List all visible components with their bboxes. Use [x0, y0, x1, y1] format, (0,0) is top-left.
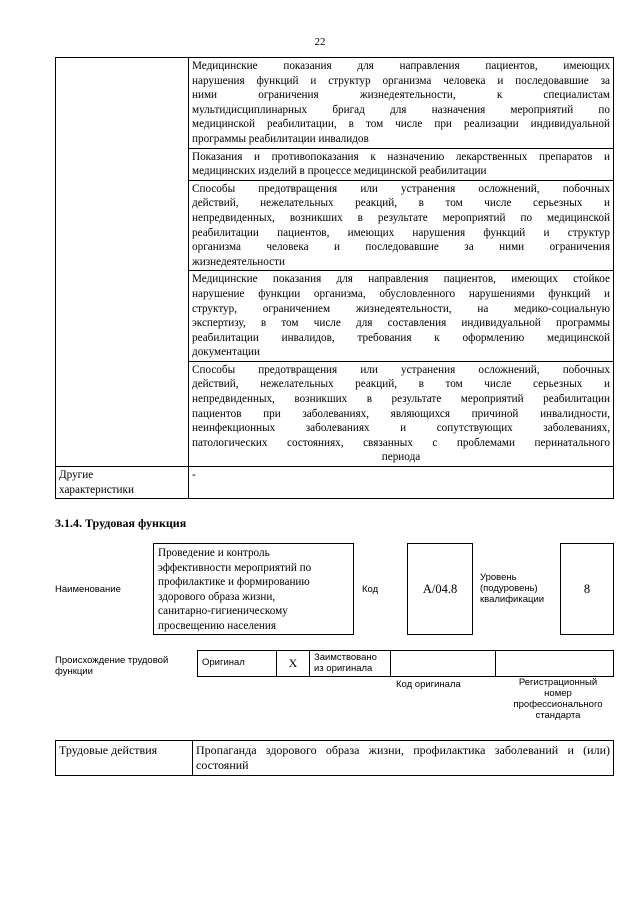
- text-line: из оригинала: [314, 662, 373, 674]
- knowledge-item: [189, 148, 614, 180]
- text-line: номер: [544, 688, 572, 699]
- knowledge-item: [189, 271, 614, 362]
- section-title: 3.1.4. Трудовая функция: [55, 516, 187, 530]
- text-line: характеристики: [59, 483, 134, 496]
- text-line: состояний: [196, 758, 249, 772]
- name-label: Наименование: [55, 584, 121, 595]
- knowledge-item: [189, 361, 614, 466]
- text-line: Регистрационный: [518, 677, 598, 688]
- table-row: [56, 741, 614, 776]
- knowledge-label-cell: [56, 58, 189, 467]
- text-line: документации: [192, 346, 260, 359]
- text-line: мультидисциплинарных бригад для назначения мероприятий по: [192, 103, 610, 116]
- text-line: патологических состояниях, связанных с проблемами перинатального: [192, 436, 610, 449]
- other-characteristics-label: [56, 467, 189, 499]
- text-line: профессионального: [513, 699, 603, 710]
- text-line: Пропаганда здорового образа жизни, профилактика заболеваний и (или): [196, 743, 610, 757]
- text-line: программы реабилитации инвалидов: [192, 132, 369, 145]
- text-line: квалификации: [480, 594, 545, 605]
- text-line: Происхождение трудовой: [55, 655, 169, 666]
- text-line: действий, нежелательных реакций, в том числе серьезных и: [192, 378, 610, 391]
- text-line: Медицинские показания для направления пациентов, имеющих стойкое: [192, 273, 610, 286]
- original-mark: X: [277, 651, 310, 677]
- text-line: профилактике и формированию: [158, 576, 310, 589]
- page-number: 22: [314, 36, 326, 48]
- text-line: непредвиденных, возникших в результате мероприятий по медицинской: [192, 211, 610, 224]
- text-line: реабилитации пациентов, имеющих нарушения функций и структур: [192, 226, 610, 239]
- table-row: [56, 58, 614, 149]
- knowledge-item: [189, 58, 614, 149]
- origin-label: [55, 655, 168, 677]
- labor-actions-table: [55, 740, 614, 776]
- text-line: периода: [381, 451, 421, 464]
- code-label: Код: [362, 584, 379, 595]
- text-line: ними ограничения жизнедеятельности, к специалистам: [192, 89, 610, 102]
- text-line: пациентов при заболеваниях, являющихся причиной инвалидности,: [192, 407, 610, 420]
- text-line: Медицинские показания для направления пациентов, имеющих: [192, 60, 610, 72]
- text-line: санитарно-гигиеническому: [158, 605, 288, 618]
- code-value: A/04.8: [407, 543, 473, 635]
- text-line: Показания и противопоказания к назначению лекарственных препаратов и: [192, 150, 610, 163]
- knowledge-table: [55, 57, 614, 499]
- text-line: Способы предотвращения или устранения осложнений, побочных: [192, 363, 610, 376]
- original-code-cell: [391, 651, 496, 677]
- table-row: [56, 467, 614, 499]
- knowledge-item: [189, 180, 614, 271]
- text-line: стандарта: [535, 710, 581, 721]
- text-line: организма человека и последовавшие за ними ограничения: [192, 241, 610, 254]
- text-line: Заимствовано: [314, 652, 377, 663]
- qualification-level-value: 8: [560, 543, 614, 635]
- text-line: Другие: [59, 469, 94, 482]
- text-line: непредвиденных, возникших в результате мероприятий реабилитации: [192, 393, 610, 406]
- text-line: медицинских изделий в процессе медицинской реабилитации: [192, 165, 487, 178]
- labor-actions-label: Трудовые действия: [56, 741, 193, 776]
- labor-action-item: [193, 741, 614, 776]
- registration-number-caption: [502, 677, 614, 721]
- text-line: функции: [55, 666, 93, 677]
- text-line: эффективности мероприятий по: [158, 561, 312, 574]
- text-line: неинфекционных заболеваниях и сопутствующих заболеваниях,: [192, 422, 610, 435]
- text-line: экспертизу, в том числе для составления индивидуальной программы: [192, 317, 610, 330]
- text-line: просвещению населения: [158, 619, 276, 632]
- text-line: (подуровень): [480, 583, 538, 594]
- registration-number-cell: [496, 651, 614, 677]
- text-line: реабилитации инвалидов, требования к оформлению медицинской: [192, 331, 610, 344]
- text-line: Проведение и контроль: [158, 547, 270, 559]
- original-label: Оригинал: [198, 651, 277, 677]
- origin-table: [197, 650, 614, 677]
- text-line: медицинской реабилитации, в том числе при реализации индивидуальной: [192, 118, 610, 131]
- text-line: Уровень: [480, 572, 517, 583]
- text-line: структур, ограничением жизнедеятельности, на медико-социальную: [192, 302, 610, 315]
- original-code-caption: Код оригинала: [396, 679, 461, 690]
- text-line: действий, нежелательных реакций, в том числе серьезных и: [192, 197, 610, 210]
- text-line: Способы предотвращения или устранения осложнений, побочных: [192, 182, 610, 195]
- table-row: [198, 651, 614, 677]
- function-name-box: [153, 543, 354, 635]
- text-line: нарушение функции организма, обусловленного нарушениями функций и: [192, 287, 610, 300]
- qualification-level-label: [480, 572, 544, 605]
- text-line: жизнедеятельности: [192, 255, 285, 268]
- text-line: нарушения функций и структур организма человека и последовавшие за: [192, 74, 610, 87]
- text-line: здорового образа жизни,: [158, 590, 276, 603]
- borrowed-label: [310, 651, 391, 677]
- other-characteristics-value: -: [189, 467, 614, 499]
